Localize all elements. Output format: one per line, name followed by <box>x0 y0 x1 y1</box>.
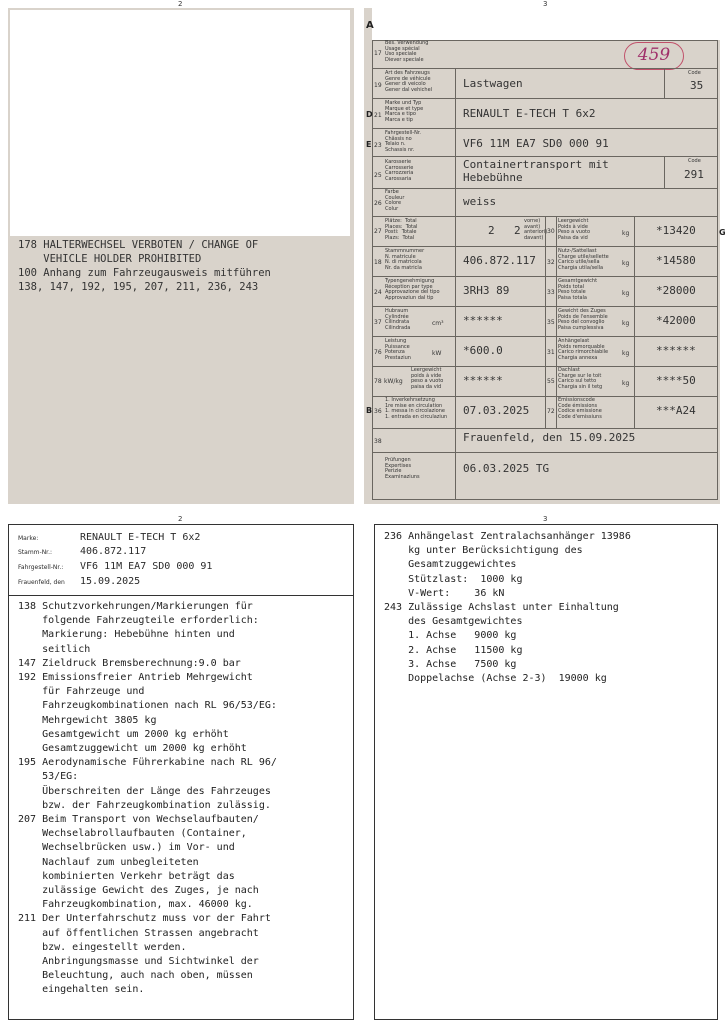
header-row <box>18 546 348 560</box>
field-label-emission-code: Emissionscode Code émissions Codice emissione Code d'emissiuns <box>558 397 602 420</box>
field-number: 30 <box>547 228 555 235</box>
header-label: Stamm-Nr.: <box>18 549 53 556</box>
field-label-empty-weight: Leergewicht Poids à vide Peso a vuoto Paisa da vid <box>558 218 591 241</box>
field-label-train-weight: Gewicht des Zuges Poids de l'ensemble Peso del convoglio Paisa cumplessiva <box>558 308 608 331</box>
type-approval-value: 3RH3 89 <box>463 284 510 297</box>
remark-line: bzw. der Fahrzeugkombination zulässig. <box>18 799 271 811</box>
remark-line: eingehalten sein. <box>18 984 145 996</box>
remark-line: Mehrgewicht 3805 kg <box>18 714 157 726</box>
section-letter-g: G <box>719 228 726 237</box>
remark-line: V-Wert: 36 kN <box>384 587 505 599</box>
page-number-top-right: 3 <box>543 0 548 8</box>
header-label: Frauenfeld, den <box>18 579 65 586</box>
field-label-inspections: Prüfungen Expertises Perizie Examinaziuns <box>385 457 420 480</box>
field-number: 21 <box>374 112 382 119</box>
code-label: Code <box>688 158 701 164</box>
field-number: 38 <box>374 438 382 445</box>
field-number: 31 <box>547 349 555 356</box>
unit-label: cm³ <box>432 320 444 327</box>
field-label-colour: Farbe Couleur Colore Colur <box>385 189 405 212</box>
empty-weight-value: *13420 <box>656 224 696 237</box>
redacted-area-right <box>372 8 720 40</box>
seats-front-label: vorne) avant) anteriori) davant) <box>524 218 548 241</box>
base-number-value: 406.872.117 <box>463 254 536 267</box>
remark-line: Beleuchtung, auch nach oben, müssen <box>18 970 253 982</box>
remark-line: Anbringungsmasse und Sichtwinkel der <box>18 956 259 968</box>
field-label-seats: Plätze: Total Places: Total Posti: Totale Plazs: Total <box>385 218 418 241</box>
train-weight-value: *42000 <box>656 314 696 327</box>
remark-line: 138 Schutzvorkehrungen/Markierungen für <box>18 601 253 612</box>
handwritten-number: 459 <box>624 42 684 70</box>
towing-weight-value: ****** <box>656 344 696 357</box>
body-value-line1: Containertransport mit <box>463 158 609 171</box>
remark-line: 3. Achse 7500 kg <box>384 658 517 670</box>
page-number-bottom-left: 2 <box>178 515 183 523</box>
header-row <box>18 576 348 590</box>
field-label-power-ratio: kW/kg <box>384 378 403 385</box>
remark-line: folgende Fahrzeugteile erforderlich: <box>18 615 259 627</box>
remark-line: für Fahrzeuge und <box>18 686 145 698</box>
unit-label: kg <box>622 380 630 387</box>
field-label-base-number: Stammnummer N. matricule N. di matricola Nr. da matricla <box>385 248 425 271</box>
remark-line: Wechselbrücken usw.) im Vor- und <box>18 842 235 854</box>
chassis-number-value: VF6 11M EA7 SD0 000 91 <box>463 137 609 150</box>
field-label-first-registration: 1. Inverkehrsetzung 1re mise en circulation 1. messa in circolazione 1. entrada en circulaziun <box>385 397 448 420</box>
field-label-type-approval: Typengenehmigung Réception par type Approvazione del tipo Approvaziun dal tip <box>385 278 440 301</box>
remark-line: Gesamtzuggewicht um 2000 kg erhöht <box>18 743 247 755</box>
section-letter-e: E <box>366 140 372 149</box>
field-number: 37 <box>374 319 382 326</box>
remark-line: kombinierten Verkehr beträgt das <box>18 870 235 882</box>
header-row <box>18 561 348 575</box>
remark-line: Fahrzeugkombinationen nach RL 96/53/EG: <box>18 700 277 712</box>
header-label: Marke: <box>18 535 39 542</box>
vehicle-kind-value: Lastwagen <box>463 77 523 90</box>
unit-label: kg <box>622 350 630 357</box>
remark-line: Überschreiten der Länge des Fahrzeuges <box>18 785 271 797</box>
top-left-remarks <box>18 238 348 294</box>
body-code: 291 <box>684 168 704 181</box>
payload-value: *14580 <box>656 254 696 267</box>
remark-line: 53/EG: <box>18 771 79 783</box>
remark-line: kg unter Berücksichtigung des <box>384 545 583 557</box>
header-value: RENAULT E-TECH T 6x2 <box>80 532 201 543</box>
field-label-body: Karosserie Carrosserie Carrozzeria Carossaria <box>385 159 414 182</box>
remark-line: 178 HALTERWECHSEL VERBOTEN / CHANGE OF <box>18 239 259 251</box>
field-number: 33 <box>547 289 555 296</box>
section-letter-b: B <box>366 406 373 415</box>
unit-label: kW <box>432 350 442 357</box>
field-label-roof-load: Dachlast Charge sur le toit Carico sul tetto Chargia sin il tetg <box>558 367 603 390</box>
code-label: Code <box>688 70 701 76</box>
section-letter-d: D <box>366 110 373 119</box>
bottom-left-header <box>8 524 354 596</box>
seats-front-value: 2 <box>514 224 521 237</box>
field-label-power: Leistung Puissance Potenza Prestaziun <box>385 338 411 361</box>
remark-line: 100 Anhang zum Fahrzeugausweis mitführen <box>18 267 271 279</box>
remark-line: 236 Anhängelast Zentralachsanhänger 13986 <box>384 531 631 542</box>
remark-line: VEHICLE HOLDER PROHIBITED <box>18 253 202 265</box>
displacement-value: ****** <box>463 314 503 327</box>
field-number: 55 <box>547 378 555 385</box>
header-value: VF6 11M EA7 SD0 000 91 <box>80 561 213 572</box>
remark-line: 138, 147, 192, 195, 207, 211, 236, 243 <box>18 281 259 293</box>
remark-line: 195 Aerodynamische Führerkabine nach RL 96/ <box>18 757 277 769</box>
field-number: 72 <box>547 408 555 415</box>
remark-line: auf öffentlichen Strassen angebracht <box>18 927 259 939</box>
remark-line: 192 Emissionsfreier Antrieb Mehrgewicht <box>18 672 253 684</box>
remark-line: Doppelachse (Achse 2-3) 19000 kg <box>384 673 607 685</box>
field-label-make-type: Marke und Typ Marque et type Marca e tipo Marca e tip <box>385 100 424 123</box>
remark-line: 1. Achse 9000 kg <box>384 630 517 642</box>
field-label-power-ratio-sub: Leergewicht poids à vide peso a vuoto paisa da vid <box>411 367 444 390</box>
field-number: 35 <box>547 319 555 326</box>
section-letter-a: A <box>366 20 374 31</box>
first-registration-value: 07.03.2025 <box>463 404 530 417</box>
field-number: 78 <box>374 378 382 385</box>
unit-label: kg <box>622 320 630 327</box>
field-label-payload: Nutz-/Sattellast Charge utile/sellette Carico utile/sella Chargia utila/sella <box>558 248 609 271</box>
remark-line: 207 Beim Transport von Wechselaufbauten/ <box>18 814 259 826</box>
unit-label: kg <box>622 290 630 297</box>
field-label-vehicle-kind: Art des Fahrzeugs Genre de véhicule Gener di veicolo Gener dal vehichel <box>385 70 433 93</box>
field-label-displacement: Hubraum Cylindrée Cilindrata Cilindrada <box>385 308 411 331</box>
field-number: 25 <box>374 172 382 179</box>
page-number-bottom-right: 3 <box>543 515 548 523</box>
seats-total-value: 2 <box>488 224 495 237</box>
field-number: 24 <box>374 289 382 296</box>
remark-line: Wechselabrollaufbauten (Container, <box>18 828 247 840</box>
header-value: 15.09.2025 <box>80 576 141 587</box>
inspection-value: 06.03.2025 TG <box>463 462 550 475</box>
power-value: *600.0 <box>463 344 503 357</box>
field-label-chassis: Fahrgestell-Nr. Châssis no Telaio n. Schassis nr. <box>385 130 422 153</box>
remark-line: Markierung: Hebebühne hinten und <box>18 629 235 641</box>
bottom-left-remarks <box>18 600 350 998</box>
unit-label: kg <box>622 230 630 237</box>
vehicle-kind-code: 35 <box>690 79 704 92</box>
remark-line: 147 Zieldruck Bremsberechnung:9.0 bar <box>18 657 241 669</box>
remark-line: Nachlauf zum unbegleiteten <box>18 856 199 868</box>
page-number-top-left: 2 <box>178 0 183 8</box>
colour-value: weiss <box>463 195 497 208</box>
field-number: 18 <box>374 259 382 266</box>
remark-line: 2. Achse 11500 kg <box>384 644 523 656</box>
remark-line: bzw. eingestellt werden. <box>18 941 187 953</box>
make-type-value: RENAULT E-TECH T 6x2 <box>463 107 596 120</box>
roof-load-value: ****50 <box>656 374 696 387</box>
remark-line: Gesamtgewicht um 2000 kg erhöht <box>18 728 229 740</box>
field-number: 19 <box>374 82 382 89</box>
field-label-total-weight: Gesamtgewicht Poids total Peso totale Paisa totala <box>558 278 598 301</box>
bottom-right-remarks <box>384 530 714 686</box>
field-number: 23 <box>374 142 382 149</box>
header-label: Fahrgestell-Nr.: <box>18 564 64 571</box>
remark-line: seitlich <box>18 643 91 655</box>
field-number: 36 <box>374 408 382 415</box>
redacted-area-left <box>10 10 350 236</box>
remark-line: 211 Der Unterfahrschutz muss vor der Fahrt <box>18 913 271 925</box>
total-weight-value: *28000 <box>656 284 696 297</box>
field-label-usage: Bes. Verwendung Usage spécial Uso speciale Diever speciale <box>385 40 429 63</box>
field-number: 17 <box>374 50 382 57</box>
issue-place-date-value: Frauenfeld, den 15.09.2025 <box>463 431 636 444</box>
field-label-towing-weight: Anhängelast Poids remorquable Carico rimorchiabile Chargia annexa <box>558 338 609 361</box>
remark-line: Stützlast: 1000 kg <box>384 573 523 585</box>
remark-line: Gesamtzuggewichtes <box>384 559 517 571</box>
emission-code-value: ***A24 <box>656 404 696 417</box>
field-number: 76 <box>374 349 382 356</box>
remark-line: Fahrzeugkombination, max. 46000 kg. <box>18 899 253 911</box>
body-value-line2: Hebebühne <box>463 171 523 184</box>
field-number: 32 <box>547 259 555 266</box>
header-value: 406.872.117 <box>80 546 147 557</box>
header-row <box>18 532 348 546</box>
remark-line: 243 Zulässige Achslast unter Einhaltung <box>384 602 619 614</box>
remark-line: des Gesamtgewichtes <box>384 616 523 628</box>
power-ratio-value: ****** <box>463 374 503 387</box>
unit-label: kg <box>622 260 630 267</box>
field-number: 27 <box>374 228 382 235</box>
remark-line: zulässige Gewicht des Zuges, je nach <box>18 885 259 897</box>
field-number: 26 <box>374 200 382 207</box>
